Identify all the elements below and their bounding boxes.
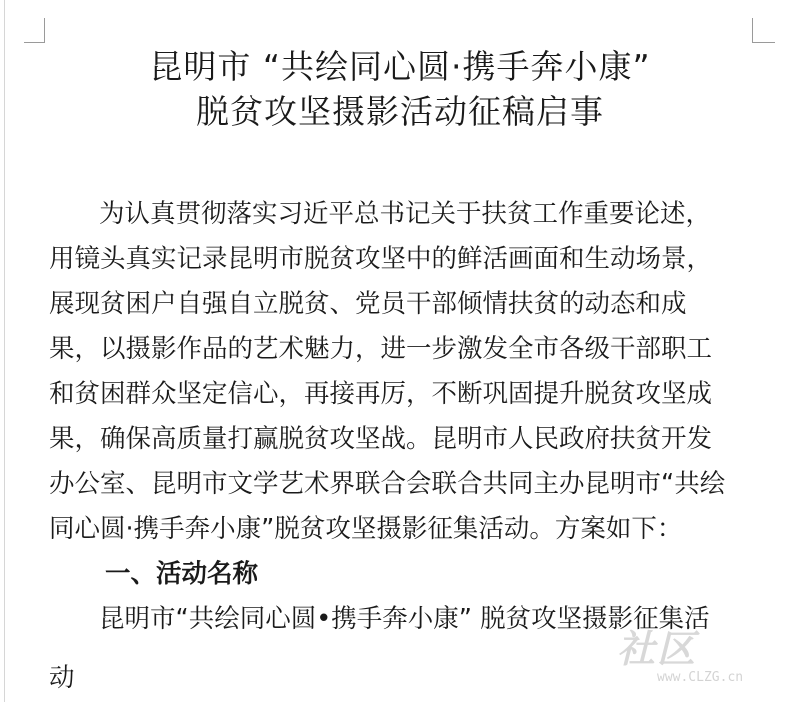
watermark-logo-text: 社区 — [617, 626, 698, 671]
paragraph-line: 同心圆·携手奔小康”脱贫攻坚摄影征集活动。方案如下： — [49, 514, 683, 544]
margin-corner-top-left — [24, 18, 45, 43]
document-title-line-2: 脱贫攻坚摄影活动征稿启事 — [196, 92, 604, 131]
section-line: 昆明市“共绘同心圆•携手奔小康” 脱贫攻坚摄影征集活 — [99, 604, 710, 634]
paragraph-line: 果，以摄影作品的艺术魅力，进一步激发全市各级干部职工 — [49, 334, 713, 364]
document-body — [49, 192, 769, 642]
document-title-line-1: 昆明市 “共绘同心圆·携手奔小康” — [149, 47, 651, 86]
margin-corner-top-right — [752, 18, 775, 43]
watermark-url: www.CLZG.cn — [657, 670, 744, 685]
paragraph-line: 为认真贯彻落实习近平总书记关于扶贫工作重要论述， — [99, 199, 712, 229]
section-heading: 一、活动名称 — [105, 559, 259, 589]
paragraph-line: 果，确保高质量打赢脱贫攻坚战。昆明市人民政府扶贫开发 — [49, 424, 713, 454]
paragraph-line: 展现贫困户自强自立脱贫、党员干部倾情扶贫的动态和成 — [49, 289, 687, 319]
paragraph-line: 用镜头真实记录昆明市脱贫攻坚中的鲜活画面和生动场景， — [49, 244, 713, 274]
section-line-continued: 动 — [49, 663, 75, 693]
paragraph-line: 办公室、昆明市文学艺术界联合会联合共同主办昆明市“共绘 — [49, 469, 726, 499]
paragraph-line: 和贫困群众坚定信心，再接再厉，不断巩固提升脱贫攻坚成 — [49, 379, 713, 409]
